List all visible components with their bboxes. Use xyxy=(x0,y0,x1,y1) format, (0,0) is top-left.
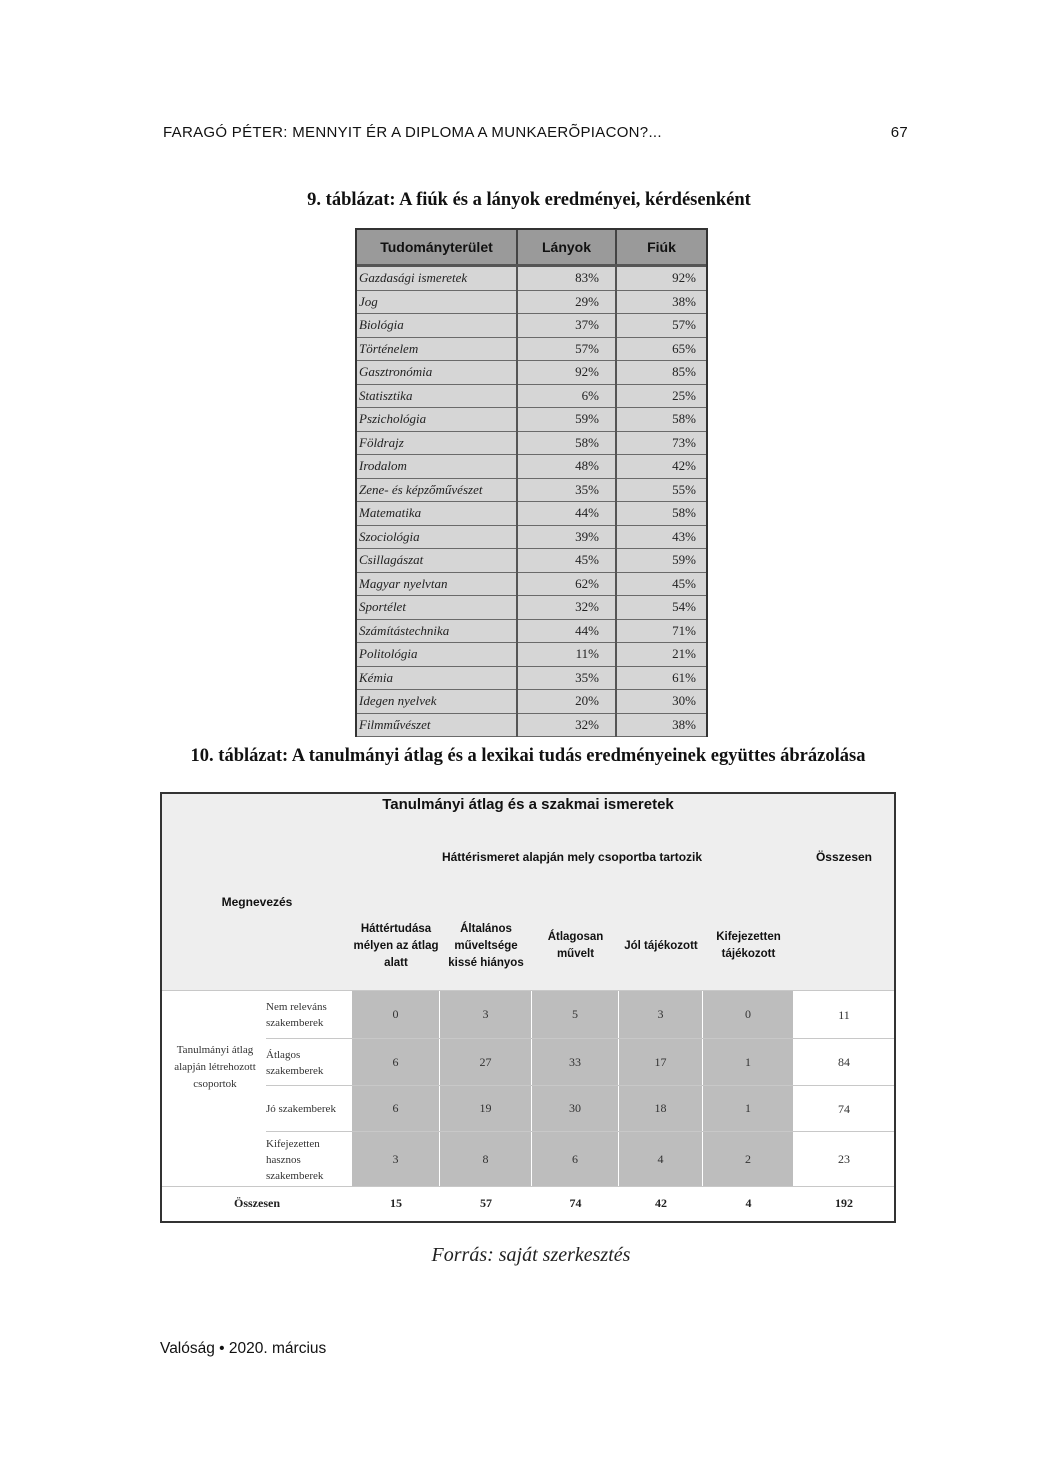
table10-caption: 10. táblázat: A tanulmányi átlag és a lexikai tudás eredményeinek együttes ábrázolása xyxy=(190,746,866,766)
table9-topic-cell: Zene- és képzőművészet xyxy=(357,478,517,502)
table10-value-cell: 3 xyxy=(619,991,702,1038)
table9-girls-cell: 92% xyxy=(517,361,616,385)
table10-value-cell: 33 xyxy=(532,1039,618,1085)
table9-boys-cell: 61% xyxy=(616,666,706,690)
table9-girls-cell: 57% xyxy=(517,337,616,361)
table10-row-total: 74 xyxy=(838,1101,850,1116)
table10-value-cell: 3 xyxy=(352,1132,439,1186)
table9-topic-cell: Pszichológia xyxy=(357,408,517,432)
table9-boys-cell: 58% xyxy=(616,502,706,526)
table9-girls-cell: 58% xyxy=(517,431,616,455)
table9-girls-cell: 59% xyxy=(517,408,616,432)
table10-row-total: 84 xyxy=(838,1055,850,1069)
table9-boys-cell: 65% xyxy=(616,337,706,361)
table9-topic-cell: Földrajz xyxy=(357,431,517,455)
table10-value-cell: 6 xyxy=(532,1132,618,1186)
table9-boys-cell: 58% xyxy=(616,408,706,432)
table9-boys-cell: 57% xyxy=(616,314,706,338)
table10-column-header: Jól tájékozott xyxy=(624,939,698,952)
table9-boys-cell: 45% xyxy=(616,572,706,596)
source-note: Forrás: saját szerkesztés xyxy=(431,1244,631,1266)
table10-value-cell: 0 xyxy=(703,991,793,1038)
table9-row xyxy=(357,455,706,479)
table10-value-cell: 6 xyxy=(352,1039,439,1085)
table10-sum-label: Összesen xyxy=(234,1196,280,1210)
table10-row-label: Nem releváns szakemberek xyxy=(266,1001,327,1029)
table9-girls-cell: 37% xyxy=(517,314,616,338)
table9-girls-cell: 39% xyxy=(517,525,616,549)
table9-boys-cell: 30% xyxy=(616,690,706,714)
table10-value-cell: 1 xyxy=(703,1039,793,1085)
table9-topic-cell: Sportélet xyxy=(357,596,517,620)
table9-boys-cell: 55% xyxy=(616,478,706,502)
table9-topic-cell: Filmművészet xyxy=(357,713,517,737)
table10-value-cell: 17 xyxy=(619,1039,702,1085)
table9-topic-cell: Gasztronómia xyxy=(357,361,517,385)
table9-boys-cell: 85% xyxy=(616,361,706,385)
table9-header-boys: Fiúk xyxy=(616,230,706,266)
table9-boys-cell: 21% xyxy=(616,643,706,667)
table9-boys-cell: 73% xyxy=(616,431,706,455)
table9-girls-cell: 32% xyxy=(517,713,616,737)
table9-boys-cell: 92% xyxy=(616,266,706,291)
table9-topic-cell: Biológia xyxy=(357,314,517,338)
table10-total-header: Összesen xyxy=(815,850,873,864)
table9-boys-cell: 71% xyxy=(616,619,706,643)
table10-value-cell: 8 xyxy=(440,1132,531,1186)
table9-boys-cell: 38% xyxy=(616,290,706,314)
table9-topic-cell: Irodalom xyxy=(357,455,517,479)
table9-row xyxy=(357,314,706,338)
table9-topic-cell: Csillagászat xyxy=(357,549,517,573)
table9-girls-cell: 35% xyxy=(517,478,616,502)
table9-row xyxy=(357,266,706,291)
table10-row-header: Megnevezés xyxy=(221,895,293,909)
table9-boys-cell: 54% xyxy=(616,596,706,620)
table10-sum-cell: 42 xyxy=(655,1196,667,1210)
table9-girls-cell: 6% xyxy=(517,384,616,408)
table9-row xyxy=(357,290,706,314)
page-number: 67 xyxy=(890,124,908,141)
table9-girls-cell: 11% xyxy=(517,643,616,667)
table10-value-cell: 1 xyxy=(703,1086,793,1131)
table9-header-girls: Lányok xyxy=(517,230,616,266)
table10-row-label: Átlagos szakemberek xyxy=(266,1048,324,1077)
table9-girls-cell: 44% xyxy=(517,502,616,526)
table9-girls-cell: 32% xyxy=(517,596,616,620)
table9-row xyxy=(357,502,706,526)
table9-boys-cell: 59% xyxy=(616,549,706,573)
table9-row xyxy=(357,619,706,643)
table10-sum-cell: 57 xyxy=(480,1196,492,1210)
table9-topic-cell: Politológia xyxy=(357,643,517,667)
table10-row-label: Kifejezetten hasznos szakemberek xyxy=(266,1137,324,1182)
table9 xyxy=(355,228,708,737)
table9-boys-cell: 38% xyxy=(616,713,706,737)
table9-header-topic: Tudományterület xyxy=(357,230,517,266)
table10-row-label: Jó szakemberek xyxy=(266,1103,336,1115)
table10-column-header: Átlagosan művelt xyxy=(547,931,604,960)
table9-boys-cell: 42% xyxy=(616,455,706,479)
table10-sum-cell: 15 xyxy=(390,1196,402,1210)
table10-value-cell: 2 xyxy=(703,1132,793,1186)
table10-sum-cell: 74 xyxy=(569,1196,582,1210)
table10-row-group-label: Tanulmányi átlag alapján létrehozott csoportok xyxy=(174,1044,256,1090)
table9-row xyxy=(357,713,706,737)
table9-topic-cell: Idegen nyelvek xyxy=(357,690,517,714)
table10-row-total: 11 xyxy=(838,1007,850,1022)
table10-value-cell: 6 xyxy=(352,1086,439,1131)
table9-row xyxy=(357,596,706,620)
table9-row xyxy=(357,549,706,573)
table10-value-cell: 30 xyxy=(532,1086,618,1131)
table9-row xyxy=(357,690,706,714)
table9-row xyxy=(357,361,706,385)
table9-row xyxy=(357,384,706,408)
table10-title: Tanulmányi átlag és a szakmai ismeretek xyxy=(382,796,674,813)
table9-girls-cell: 48% xyxy=(517,455,616,479)
table9-row xyxy=(357,431,706,455)
table10-group-header: Háttérismeret alapján mely csoportba tartozik xyxy=(441,850,703,864)
table10-value-cell: 18 xyxy=(619,1086,702,1131)
running-head xyxy=(163,124,908,144)
table10-value-cell: 19 xyxy=(440,1086,531,1131)
table10-column-header: Általános műveltsége kissé hiányos xyxy=(448,922,524,969)
table9-girls-cell: 44% xyxy=(517,619,616,643)
table9-row xyxy=(357,478,706,502)
table9-row xyxy=(357,666,706,690)
table9-girls-cell: 83% xyxy=(517,266,616,291)
table9-topic-cell: Szociológia xyxy=(357,525,517,549)
table9-row xyxy=(357,408,706,432)
table9-caption: 9. táblázat: A fiúk és a lányok eredményei, kérdésenként xyxy=(307,190,751,210)
table10-value-cell: 3 xyxy=(440,991,531,1038)
table9-topic-cell: Történelem xyxy=(357,337,517,361)
running-head-title: FARAGÓ PÉTER: MENNYIT ÉR A DIPLOMA A MUNKAERÕPIACON?... xyxy=(163,124,662,141)
table9-topic-cell: Számítástechnika xyxy=(357,619,517,643)
table10 xyxy=(160,792,896,1223)
table9-row xyxy=(357,525,706,549)
table9-boys-cell: 25% xyxy=(616,384,706,408)
table10-sum-cell: 4 xyxy=(745,1196,752,1210)
table9-topic-cell: Jog xyxy=(357,290,517,314)
table9-girls-cell: 45% xyxy=(517,549,616,573)
page-footer: Valóság • 2020. március xyxy=(160,1340,327,1357)
table9-topic-cell: Magyar nyelvtan xyxy=(357,572,517,596)
table10-value-cell: 27 xyxy=(440,1039,531,1085)
table9-topic-cell: Statisztika xyxy=(357,384,517,408)
table9-boys-cell: 43% xyxy=(616,525,706,549)
table9-topic-cell: Kémia xyxy=(357,666,517,690)
table9-row xyxy=(357,337,706,361)
table9-girls-cell: 29% xyxy=(517,290,616,314)
table9-row xyxy=(357,643,706,667)
table9-topic-cell: Matematika xyxy=(357,502,517,526)
table10-value-cell: 4 xyxy=(619,1132,702,1186)
table10-value-cell: 5 xyxy=(532,991,618,1038)
table10-column-header: Háttértudása mélyen az átlag alatt xyxy=(353,922,439,969)
table10-row-total: 23 xyxy=(838,1152,850,1166)
table9-header-row xyxy=(357,230,706,266)
table9-girls-cell: 35% xyxy=(517,666,616,690)
table9-topic-cell: Gazdasági ismeretek xyxy=(357,266,517,291)
table10-column-header: Kifejezetten tájékozott xyxy=(716,931,781,960)
table9-girls-cell: 62% xyxy=(517,572,616,596)
table10-value-cell: 0 xyxy=(352,991,439,1038)
table9-row xyxy=(357,572,706,596)
table9-girls-cell: 20% xyxy=(517,690,616,714)
table10-grand-total: 192 xyxy=(835,1196,853,1210)
